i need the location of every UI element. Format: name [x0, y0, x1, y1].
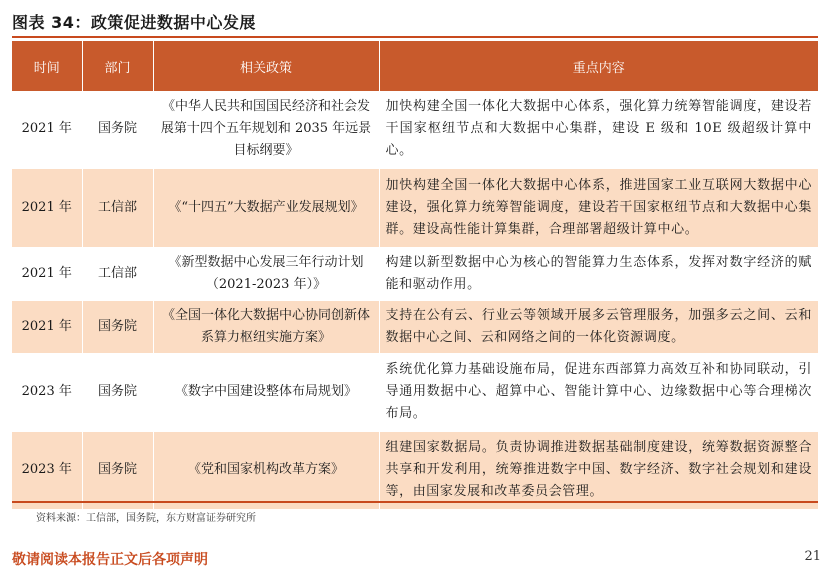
- table-row: [12, 431, 818, 509]
- table-row: [12, 91, 818, 168]
- row-year: 2023 年: [12, 431, 82, 509]
- row-policy: 《数字中国建设整体布局规划》: [153, 353, 379, 431]
- row-year: 2021 年: [12, 168, 82, 247]
- table-row: [12, 353, 818, 431]
- row-year: 2021 年: [12, 300, 82, 353]
- row-department: 国务院: [82, 300, 153, 353]
- header-department: 部门: [82, 41, 153, 91]
- row-content: 组建国家数据局。负责协调推进数据基础制度建设，统筹数据资源整合共享和开发利用，统筹推进数字中国、数字经济、数字社会规划和建设等，由国家发展和改革委员会管理。: [379, 431, 818, 509]
- row-policy: 《“十四五”大数据产业发展规划》: [153, 168, 379, 247]
- row-policy: 《全国一体化大数据中心协同创新体系算力枢纽实施方案》: [153, 300, 379, 353]
- table-bottom-rule: [12, 501, 818, 503]
- row-policy: 《党和国家机构改革方案》: [153, 431, 379, 509]
- row-department: 工信部: [82, 168, 153, 247]
- table-row: [12, 300, 818, 353]
- row-year: 2021 年: [12, 247, 82, 300]
- row-department: 国务院: [82, 431, 153, 509]
- row-year: 2023 年: [12, 353, 82, 431]
- row-department: 工信部: [82, 247, 153, 300]
- row-policy: 《新型数据中心发展三年行动计划（2021-2023 年）》: [153, 247, 379, 300]
- source-note: 资料来源：工信部，国务院，东方财富证券研究所: [36, 513, 256, 524]
- header-time: 时间: [12, 41, 82, 91]
- row-department: 国务院: [82, 91, 153, 168]
- policy-table: [12, 41, 818, 510]
- title-rule: [12, 36, 818, 38]
- row-policy: 《中华人民共和国国民经济和社会发展第十四个五年规划和 2035 年远景目标纲要》: [153, 91, 379, 168]
- row-content: 系统优化算力基础设施布局，促进东西部算力高效互补和协同联动，引导通用数据中心、超算中心、智能计算中心、边缘数据中心等合理梯次布局。: [379, 353, 818, 431]
- page-number: 21: [804, 549, 821, 564]
- row-year: 2021 年: [12, 91, 82, 168]
- header-content: 重点内容: [379, 41, 818, 91]
- row-content: 构建以新型数据中心为核心的智能算力生态体系，发挥对数字经济的赋能和驱动作用。: [379, 247, 818, 300]
- figure-title: 图表 34：政策促进数据中心发展: [12, 13, 256, 32]
- row-content: 加快构建全国一体化大数据中心体系，强化算力统筹智能调度，建设若干国家枢纽节点和大数据中心集群，建设 E 级和 10E 级超级计算中心。: [379, 91, 818, 168]
- footer-disclaimer: 敬请阅读本报告正文后各项声明: [12, 552, 208, 568]
- row-content: 加快构建全国一体化大数据中心体系，推进国家工业互联网大数据中心建设，强化算力统筹智能调度，建设若干国家枢纽节点和大数据中心集群。建设高性能计算集群，合理部署超级计算中心。: [379, 168, 818, 247]
- table-row: [12, 168, 818, 247]
- row-department: 国务院: [82, 353, 153, 431]
- row-content: 支持在公有云、行业云等领域开展多云管理服务，加强多云之间、云和数据中心之间、云和网络之间的一体化资源调度。: [379, 300, 818, 353]
- table-header-row: [12, 41, 818, 91]
- header-policy: 相关政策: [153, 41, 379, 91]
- table-row: [12, 247, 818, 300]
